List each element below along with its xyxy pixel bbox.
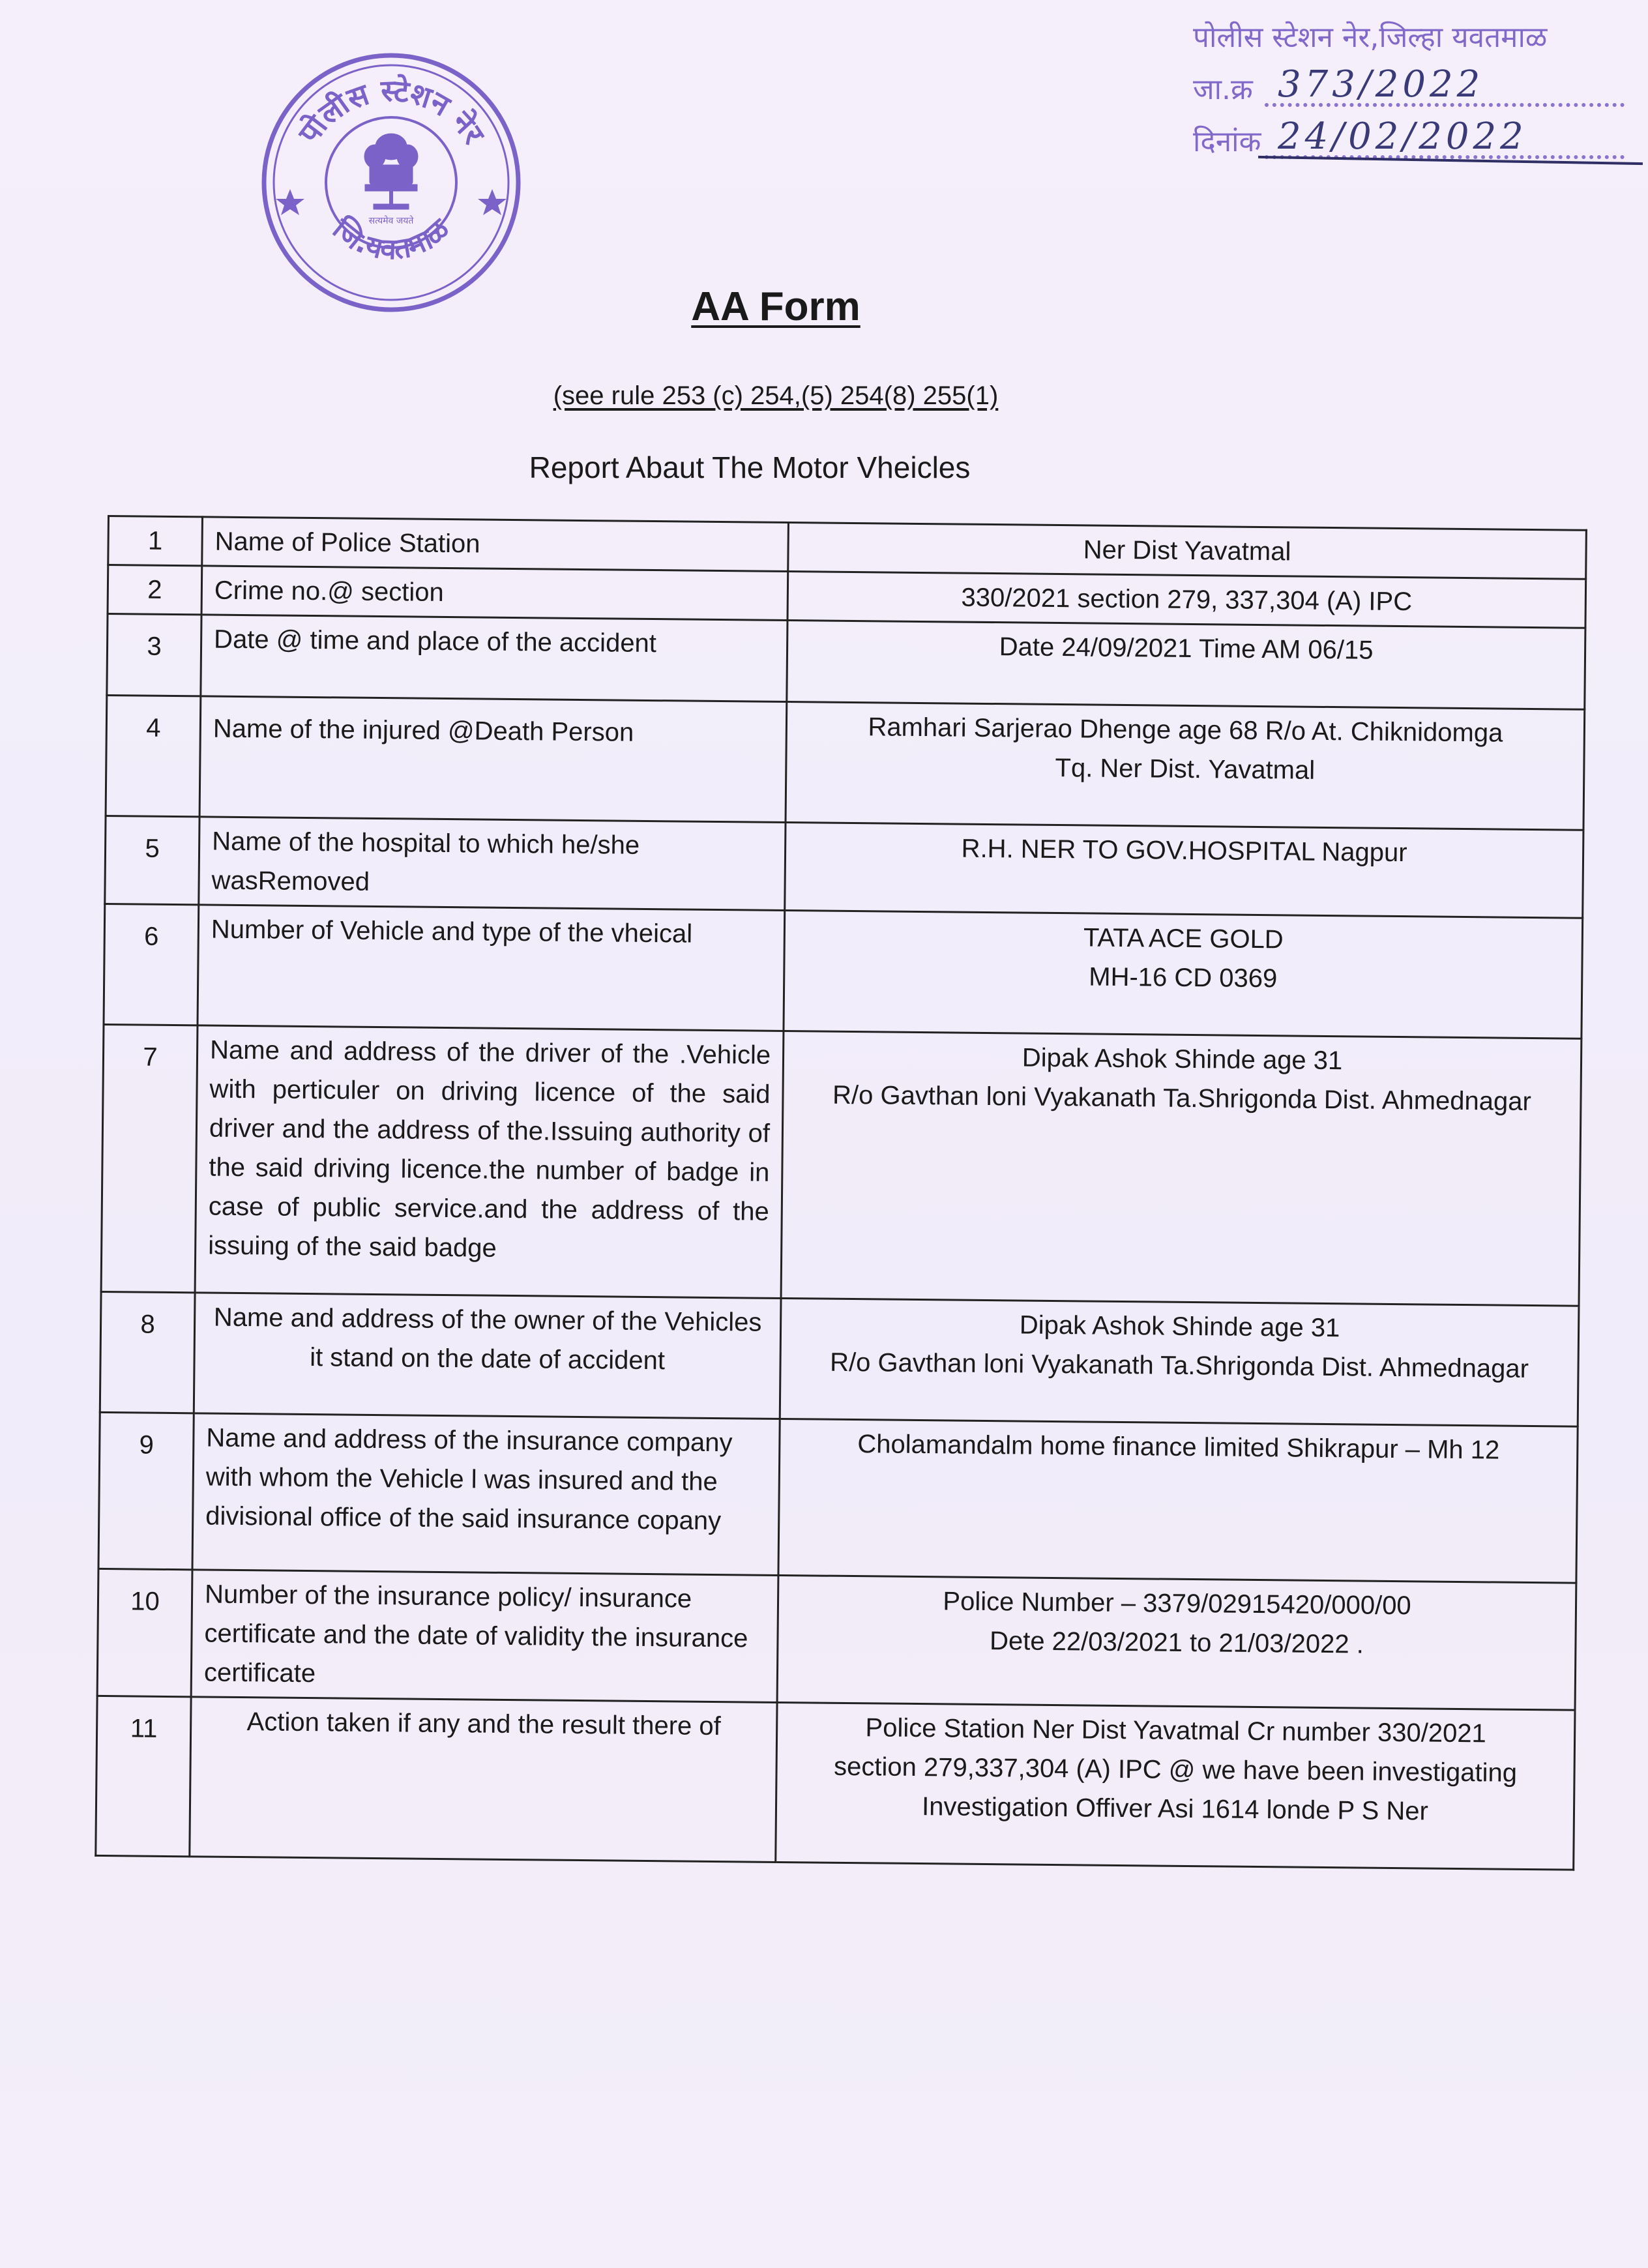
row-value-line: MH-16 CD 0369: [1089, 962, 1278, 994]
stamp-date-line: [1193, 116, 1643, 168]
table-row: [100, 1291, 1579, 1426]
stamp-header: [1193, 12, 1643, 64]
row-label: Date @ time and place of the accident: [201, 615, 787, 702]
row-number: 5: [105, 816, 199, 904]
row-value-line: Ner Dist Yavatmal: [1083, 535, 1291, 567]
form-rule-reference: (see rule 253 (c) 254,(5) 254(8) 255(1): [553, 381, 999, 410]
row-value: [776, 1702, 1575, 1870]
row-number: 3: [107, 614, 201, 696]
row-number: 11: [96, 1696, 191, 1856]
row-value: [785, 823, 1583, 919]
row-number: 6: [104, 904, 199, 1025]
handwritten-reference-number: 373/2022: [1278, 63, 1484, 106]
police-seal-stamp: [258, 49, 525, 316]
row-number: 7: [101, 1024, 198, 1292]
office-reference-stamp: [1193, 12, 1643, 168]
row-value: [787, 621, 1585, 710]
row-label: Name and address of the driver of the .Vehicle with perticuler on driving licence of the said driver and the address of the.Issuing authority of the said driving licence.the number of badge in case of public service.and the address of the issuing of the said badge: [195, 1025, 784, 1299]
row-label: Name of Police Station: [202, 517, 789, 572]
handwritten-date: 24/02/2022: [1278, 115, 1527, 158]
row-value: [787, 572, 1586, 628]
row-value: [788, 523, 1587, 580]
seal-star-icon: [478, 189, 507, 215]
stamp-reference-line: [1193, 64, 1643, 116]
row-value-line: R.H. NER TO GOV.HOSPITAL Nagpur: [961, 834, 1407, 868]
table-row: [98, 1412, 1578, 1583]
row-number: 4: [106, 696, 201, 817]
row-value: [786, 702, 1585, 831]
seal-star-icon: [276, 189, 304, 215]
row-value: [778, 1419, 1578, 1583]
row-label: Action taken if any and the result there of: [190, 1697, 777, 1863]
row-value-line: R/o Gavthan loni Vyakanath Ta.Shrigonda Dist. Ahmednagar: [832, 1080, 1532, 1117]
row-value-line: TATA ACE GOLD: [1083, 923, 1284, 954]
row-label: Number of Vehicle and type of the vheical: [198, 905, 785, 1031]
row-number: 8: [100, 1291, 195, 1413]
row-value-line: Police Station Ner Dist Yavatmal Cr number 330/2021: [865, 1713, 1487, 1748]
row-number: 10: [97, 1568, 192, 1696]
row-value-line: R/o Gavthan loni Vyakanath Ta.Shrigonda Dist. Ahmednagar: [829, 1348, 1529, 1383]
row-number: 1: [108, 516, 203, 566]
row-value-line: Dipak Ashok Shinde age 31: [1019, 1310, 1340, 1343]
row-value-line: Dete 22/03/2021 to 21/03/2022 .: [989, 1627, 1364, 1659]
form-title: AA Form: [691, 284, 861, 329]
row-value-line: Date 24/09/2021 Time AM 06/15: [999, 632, 1374, 665]
row-label: Name and address of the owner of the Vehicles it stand on the date of accident: [194, 1293, 781, 1419]
form-subtitle: Report Abaut The Motor Vheicles: [529, 450, 971, 484]
stamp-reference-label: जा.क्र: [1193, 73, 1253, 106]
table-row: [106, 696, 1585, 831]
row-value-line: section 279,337,304 (A) IPC @ we have been investigating: [833, 1752, 1518, 1788]
row-value-line: Police Number – 3379/02915420/000/00: [943, 1587, 1411, 1621]
row-value: [781, 1031, 1582, 1306]
table-row: [96, 1696, 1575, 1870]
row-value-line: Investigation Offiver Asi 1614 londe P S Ner: [921, 1792, 1429, 1826]
row-value: [784, 910, 1583, 1038]
seal-emblem-motto: सत्यमेव जयते: [368, 216, 414, 226]
row-label: Crime no.@ section: [201, 566, 788, 621]
report-table: [95, 515, 1587, 1871]
row-label: Name of the injured @Death Person: [199, 696, 787, 823]
row-value-line: Tq. Ner Dist. Yavatmal: [1055, 753, 1316, 785]
stamp-date-label: दिनांक: [1193, 125, 1261, 158]
row-value-line: 330/2021 section 279, 337,304 (A) IPC: [961, 583, 1413, 617]
seal-ring-text: पोलीस स्टेशन नेर: [291, 72, 492, 151]
seal-bottom-text: जि.यवतमाळ: [326, 212, 456, 267]
row-number: 9: [98, 1412, 194, 1569]
row-value-line: Ramhari Sarjerao Dhenge age 68 R/o At. Chiknidomga: [868, 713, 1503, 748]
table-row: [101, 1024, 1582, 1306]
row-value: [780, 1298, 1579, 1426]
stamp-header-text: पोलीस स्टेशन नेर,जिल्हा यवतमाळ: [1193, 21, 1548, 54]
table-row: [104, 904, 1583, 1038]
table-row: [107, 614, 1585, 710]
row-label: Name and address of the insurance company with whom the Vehicle l was insured and the divisional office of the said insurance copany: [192, 1413, 780, 1576]
row-value-line: Dipak Ashok Shinde age 31: [1022, 1043, 1343, 1076]
row-number: 2: [108, 565, 202, 615]
row-label: Number of the insurance policy/ insurance certificate and the date of validity the insurance certificate: [191, 1570, 778, 1703]
row-value-line: Cholamandalm home finance limited Shikrapur – Mh 12: [857, 1430, 1500, 1465]
table-row: [97, 1568, 1576, 1710]
row-label: Name of the hospital to which he/she wasRemoved: [199, 817, 786, 911]
row-value: [777, 1575, 1576, 1710]
table-row: [105, 816, 1583, 918]
national-emblem-icon: [364, 134, 418, 209]
